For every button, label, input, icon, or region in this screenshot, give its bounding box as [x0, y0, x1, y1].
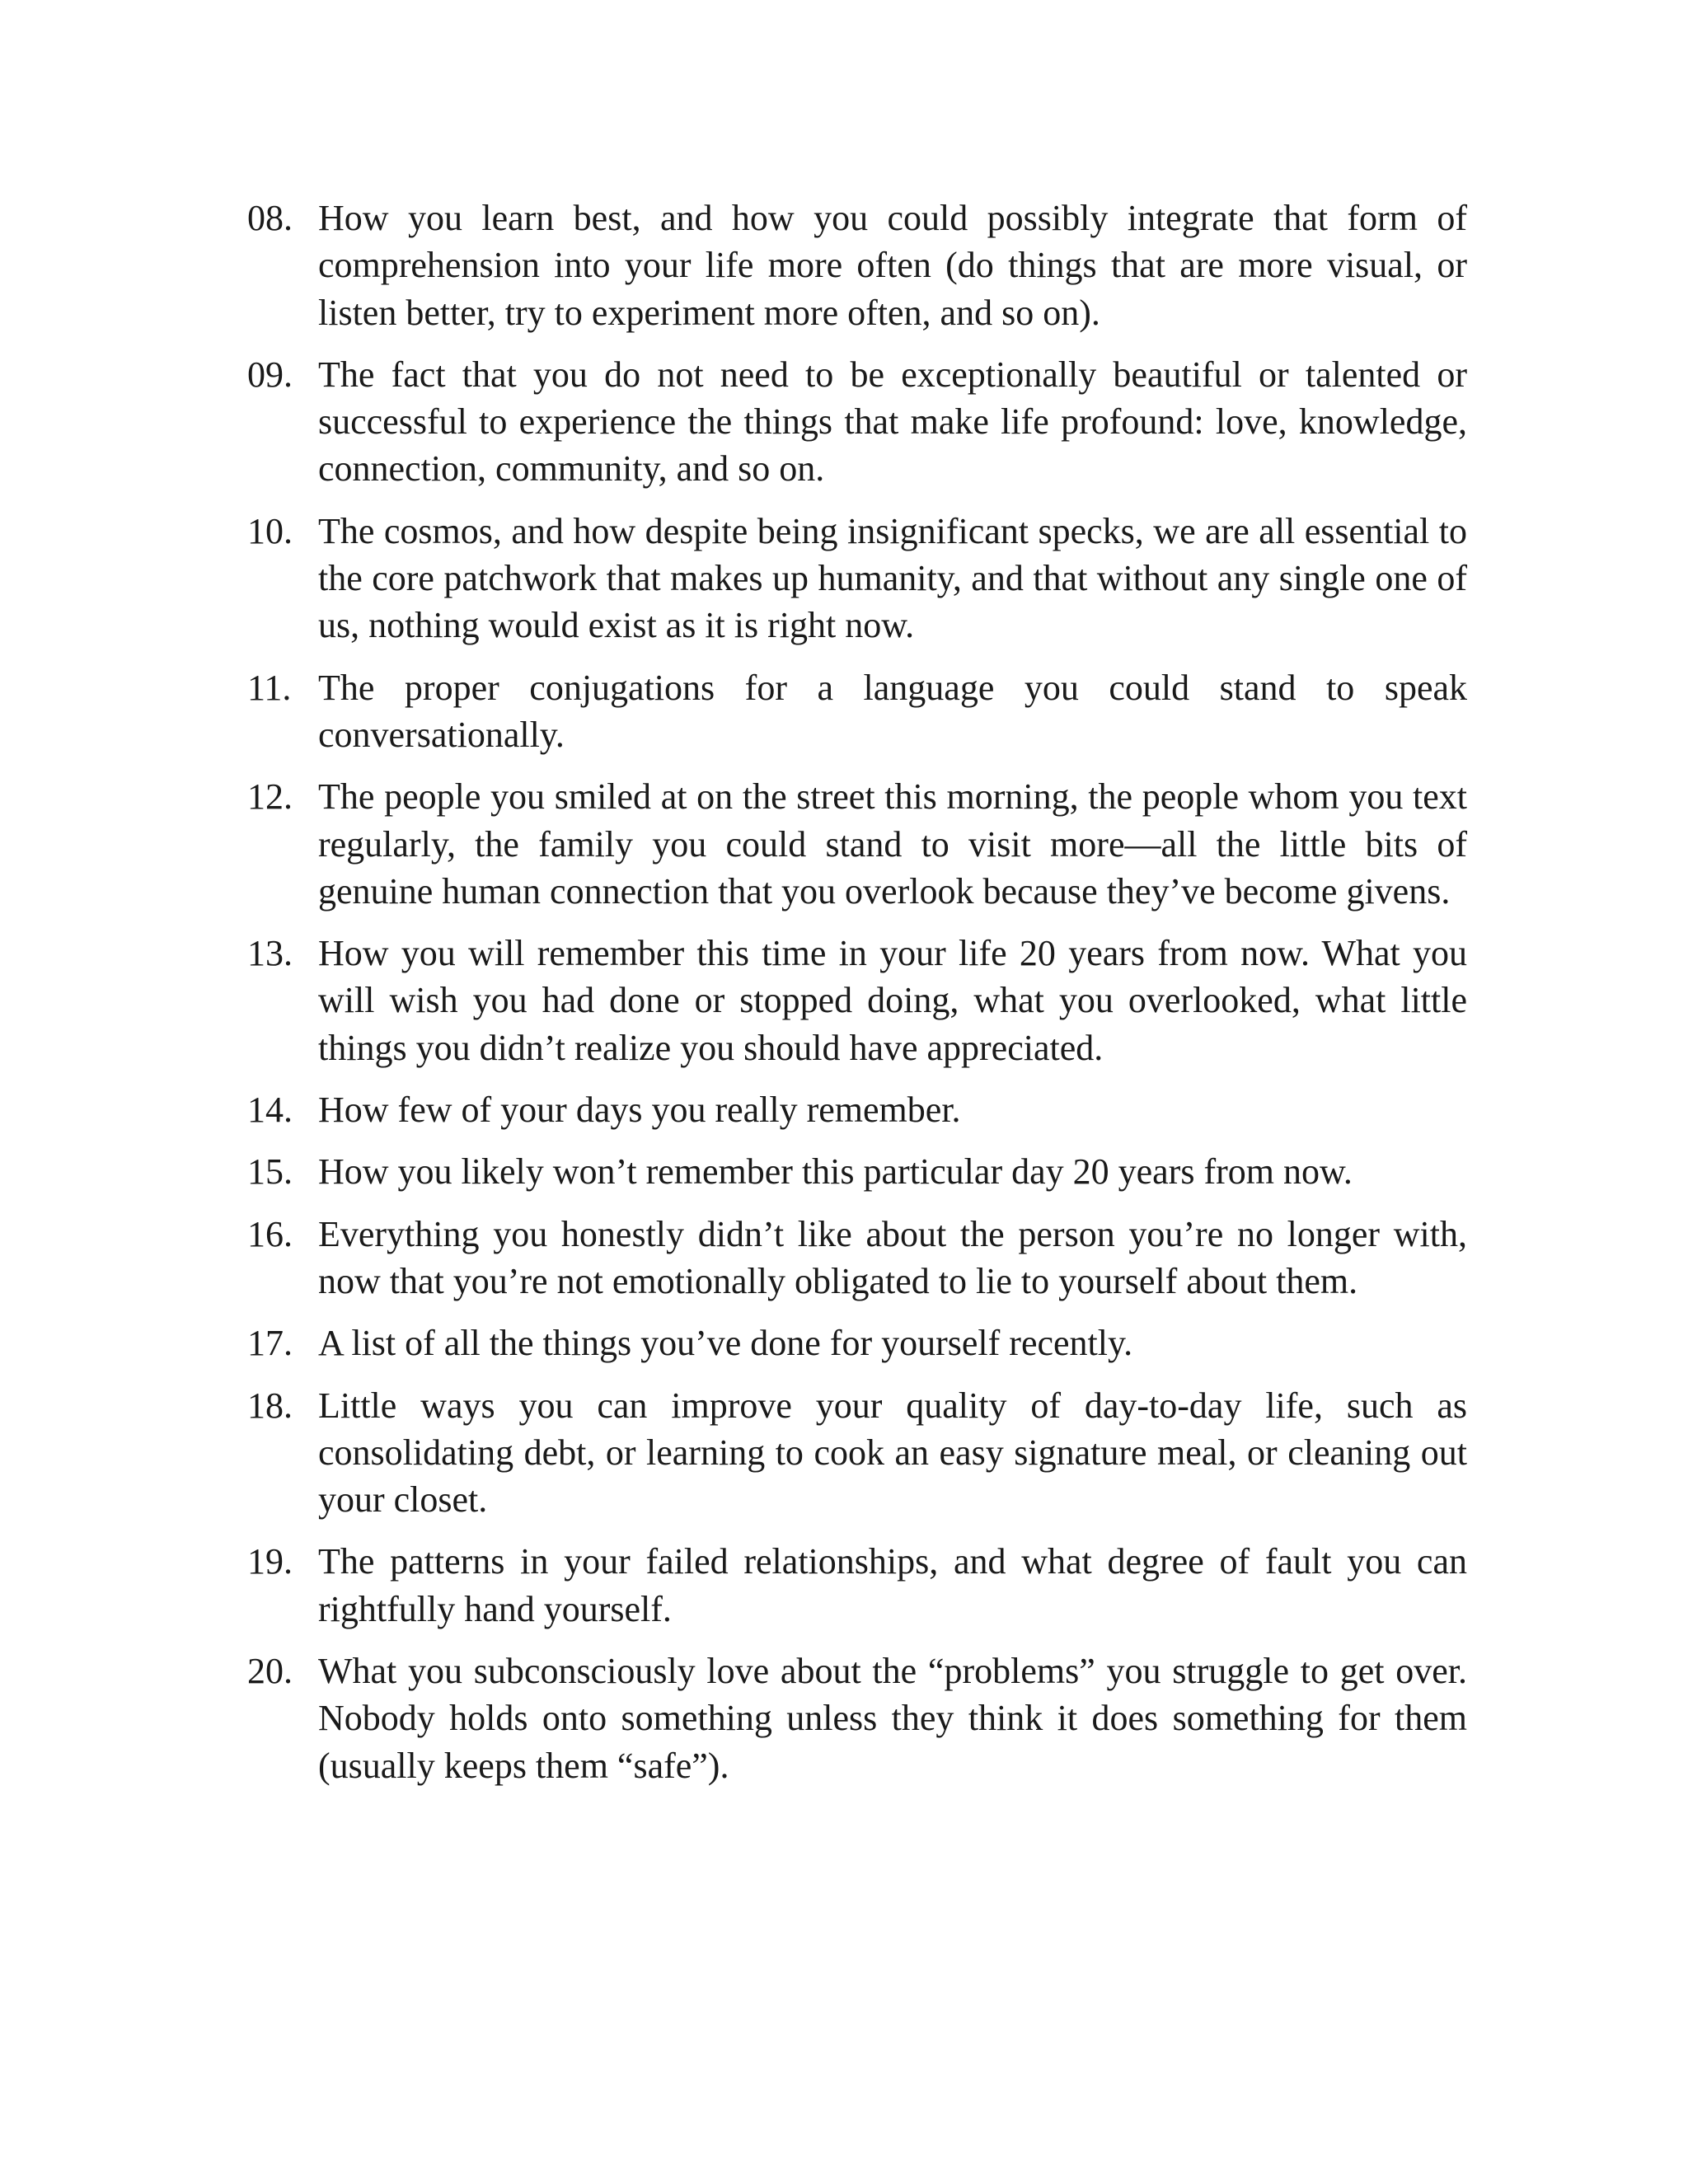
list-item-text: What you subconsciously love about the “problems” you struggle to get over. Nobody holds onto something unless they think it does something for them (usually keeps them “safe”).	[318, 1651, 1467, 1786]
list-item-text: The fact that you do not need to be exceptionally beautiful or talented or successful to experience the things that make life profound: love, knowledge, connection, community, and so on.	[318, 354, 1467, 490]
list-item-number: 20.	[247, 1651, 293, 1692]
list-item	[247, 773, 1467, 915]
list-item-text: Little ways you can improve your quality of day-to-day life, such as consolidating debt, or learning to cook an easy signature meal, or cleaning out your closet.	[318, 1385, 1467, 1521]
list-item-number: 09.	[247, 354, 293, 395]
list-item	[247, 1647, 1467, 1789]
list-item	[247, 351, 1467, 493]
list-item-text: How you learn best, and how you could possibly integrate that form of comprehension into your life more often (do things that are more visual, or listen better, try to experiment more often, and so on).	[318, 198, 1467, 333]
list-item-text: The cosmos, and how despite being insignificant specks, we are all essential to the core patchwork that makes up humanity, and that without any single one of us, nothing would exist as it is right now.	[318, 510, 1467, 646]
list-item	[247, 194, 1467, 336]
list-item-number: 15.	[247, 1151, 293, 1193]
list-item-text: How you likely won’t remember this particular day 20 years from now.	[318, 1151, 1353, 1193]
list-item-text: How few of your days you really remember.	[318, 1090, 961, 1131]
list-item	[247, 1319, 1467, 1366]
list-item-number: 14.	[247, 1090, 293, 1131]
list-item	[247, 508, 1467, 649]
list-item	[247, 1086, 1467, 1133]
list-item-text: The proper conjugations for a language you could stand to speak conversationally.	[318, 667, 1467, 755]
list-item-text: How you will remember this time in your life 20 years from now. What you will wish you had done or stopped doing, what you overlooked, what little things you didn’t realize you should have appreciated.	[318, 933, 1467, 1068]
list-item-text: Everything you honestly didn’t like about the person you’re no longer with, now that you’re not emotionally obligated to lie to yourself about them.	[318, 1213, 1467, 1301]
list-item	[247, 1538, 1467, 1633]
list-item-number: 10.	[247, 510, 293, 551]
numbered-list	[247, 194, 1467, 1789]
list-item-number: 08.	[247, 198, 293, 238]
list-item-number: 19.	[247, 1541, 293, 1582]
list-item-text: The people you smiled at on the street this morning, the people whom you text regularly, the family you could stand to visit more—all the little bits of genuine human connection that you overlook because they’ve become givens.	[318, 776, 1467, 912]
list-item-number: 16.	[247, 1213, 293, 1254]
list-item	[247, 1148, 1467, 1195]
list-item	[247, 1211, 1467, 1305]
list-item	[247, 1382, 1467, 1524]
list-item	[247, 664, 1467, 759]
list-item-number: 18.	[247, 1385, 293, 1426]
list-item-number: 11.	[247, 667, 292, 708]
list-item-number: 17.	[247, 1323, 293, 1364]
list-item-text: A list of all the things you’ve done for yourself recently.	[318, 1323, 1133, 1364]
list-item-number: 12.	[247, 776, 293, 818]
list-item	[247, 930, 1467, 1071]
list-item-text: The patterns in your failed relationships, and what degree of fault you can rightfully hand yourself.	[318, 1541, 1467, 1629]
list-item-number: 13.	[247, 933, 293, 974]
document-page	[247, 194, 1467, 1804]
